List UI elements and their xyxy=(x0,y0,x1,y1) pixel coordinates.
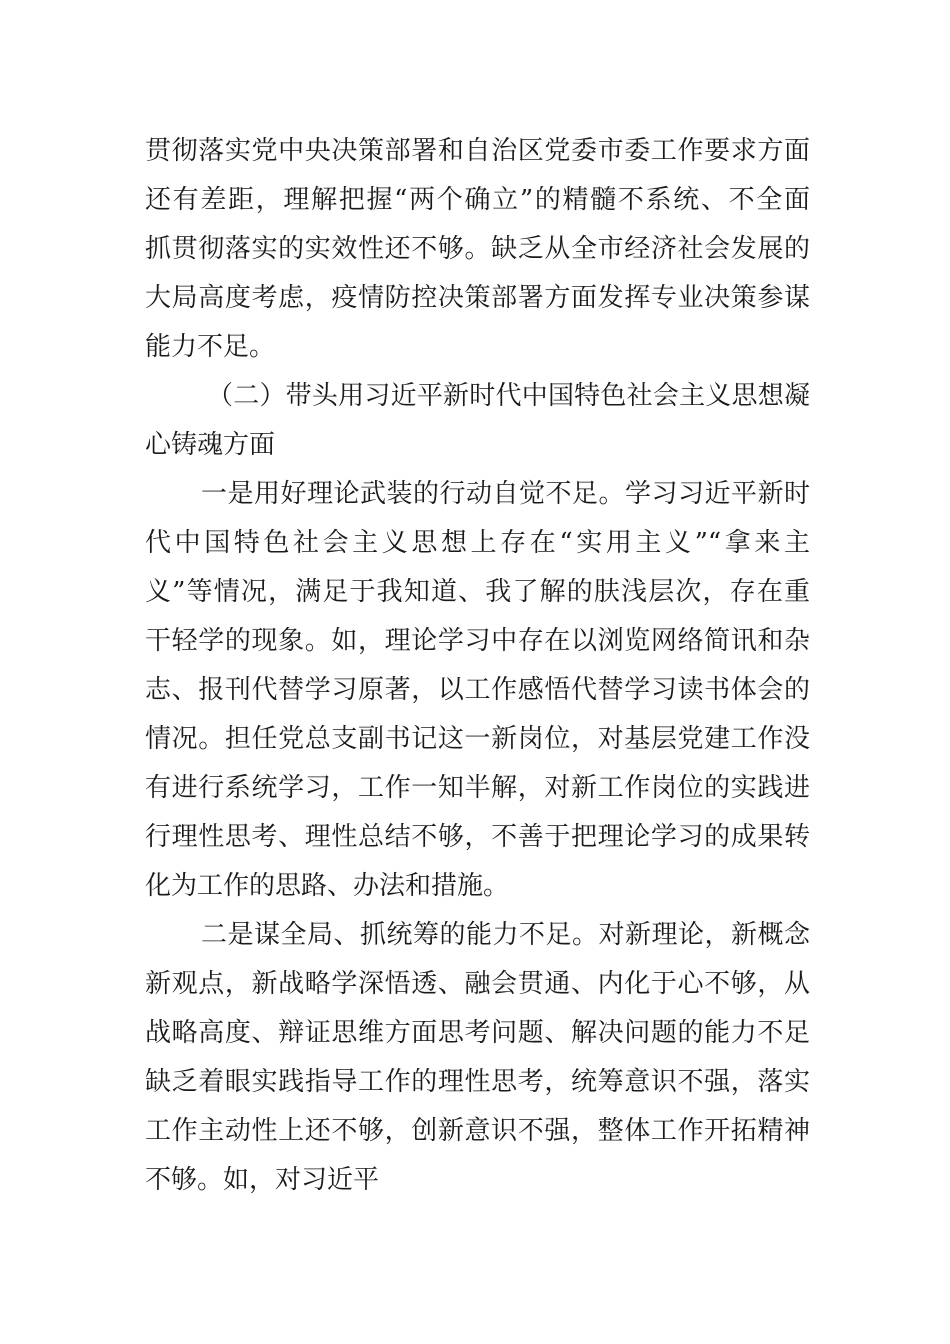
text-line: 新观点，新战略学深悟透、融会贯通、内化于心不够，从 xyxy=(145,969,810,999)
text-line: 干轻学的现象。如，理论学习中存在以浏览网络简讯和杂 xyxy=(145,626,810,656)
section-heading-continued: 心铸魂方面 xyxy=(145,430,276,460)
text-line: 工作主动性上还不够，创新意识不强，整体工作开拓精神 xyxy=(145,1116,810,1146)
document-body xyxy=(145,127,810,1205)
paragraph-start: 一是用好理论武装的行动自觉不足。学习习近平新时 xyxy=(201,479,810,509)
section-heading: （二）带头用习近平新时代中国特色社会主义思想凝 xyxy=(207,381,810,411)
text-line: 化为工作的思路、办法和措施。 xyxy=(145,871,510,901)
text-line: 志、报刊代替学习原著，以工作感悟代替学习读书体会的 xyxy=(145,675,810,705)
text-line: 情况。担任党总支副书记这一新岗位，对基层党建工作没 xyxy=(145,724,810,754)
text-line: 贯彻落实党中央决策部署和自治区党委市委工作要求方面 xyxy=(145,136,810,166)
text-line: 还有差距，理解把握“两个确立”的精髓不系统、不全面 xyxy=(145,185,810,215)
text-line: 抓贯彻落实的实效性还不够。缺乏从全市经济社会发展的 xyxy=(145,234,810,264)
text-line: 行理性思考、理性总结不够，不善于把理论学习的成果转 xyxy=(145,822,810,852)
text-line: 缺乏着眼实践指导工作的理性思考，统筹意识不强，落实 xyxy=(145,1067,810,1097)
text-line: 大局高度考虑，疫情防控决策部署方面发挥专业决策参谋 xyxy=(145,283,810,313)
text-line: 不够。如，对习近平 xyxy=(145,1165,380,1195)
text-line: 有进行系统学习，工作一知半解，对新工作岗位的实践进 xyxy=(145,773,810,803)
paragraph-start: 二是谋全局、抓统筹的能力不足。对新理论，新概念 xyxy=(201,920,810,950)
text-line: 战略高度、辩证思维方面思考问题、解决问题的能力不足 xyxy=(145,1018,810,1048)
text-line: 能力不足。 xyxy=(145,332,276,362)
text-line: 代中国特色社会主义思想上存在“实用主义”“拿来主 xyxy=(145,528,810,558)
text-line: 义”等情况，满足于我知道、我了解的肤浅层次，存在重 xyxy=(145,577,810,607)
